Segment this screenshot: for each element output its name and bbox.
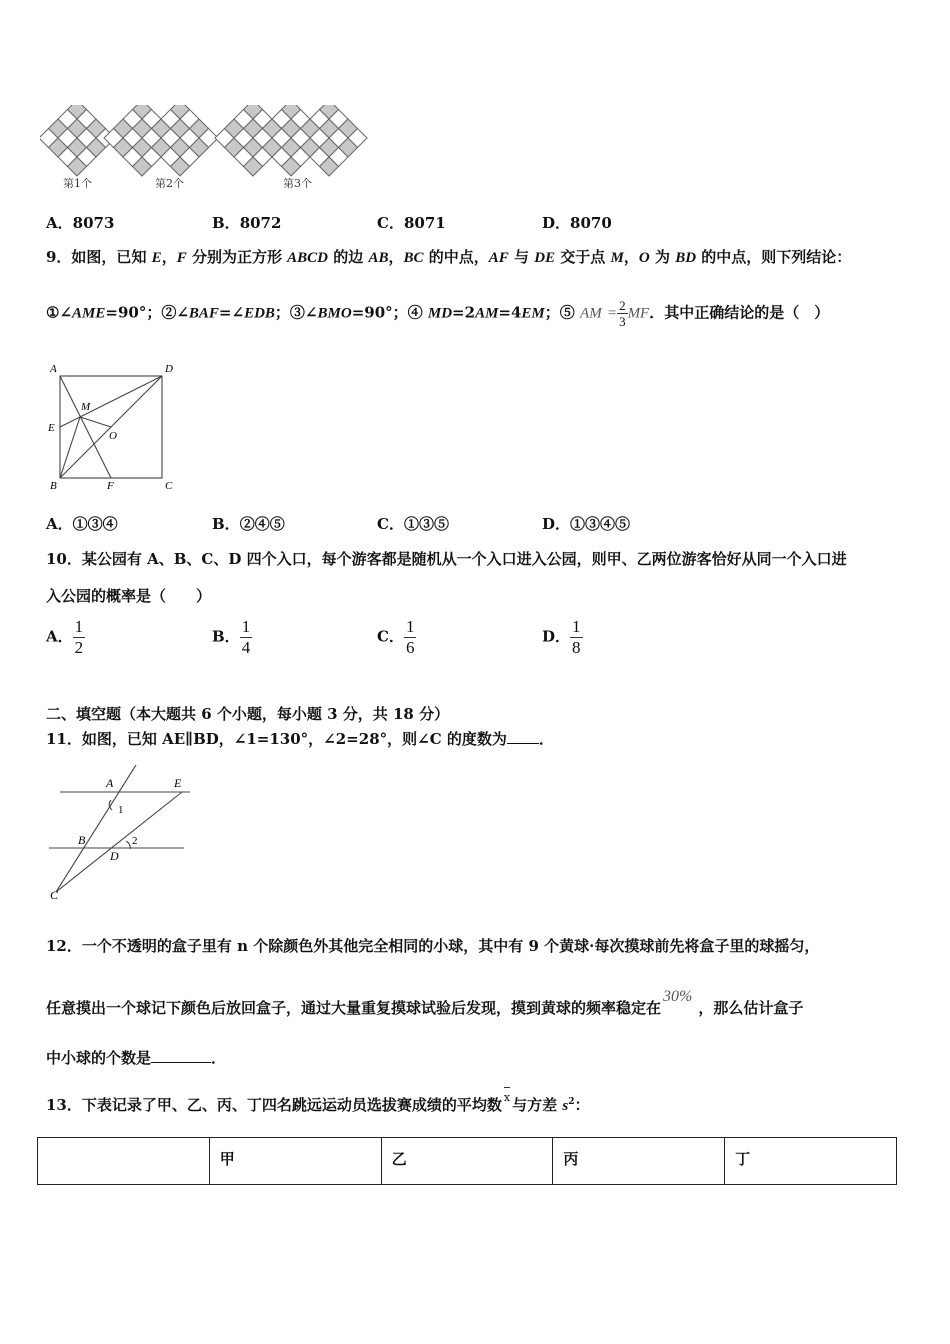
score-table <box>37 1137 897 1185</box>
q11-label-angle-1: 1 <box>118 804 124 816</box>
q9-option-d[interactable]: D．①③④⑤ <box>542 515 631 533</box>
q11-stem: 11．如图，已知 AE∥BD，∠1=130°，∠2=28°，则∠C 的度数为 ． <box>46 730 554 748</box>
q13-stem: 13．下表记录了甲、乙、丙、丁四名跳远运动员选拔赛成绩的平均数 x 与方差 $s^2$： <box>46 1094 589 1115</box>
q9-label-a: A <box>50 363 57 375</box>
q10-option-d[interactable]: D． $\frac{1}{8}$ <box>542 617 581 657</box>
q9-label-m: M <box>81 401 91 413</box>
q11-label-angle-2: 2 <box>132 835 138 847</box>
pattern-caption-1: 第1个 <box>63 177 92 190</box>
q11-parallel-lines-figure <box>44 765 204 905</box>
q13-xbar: x <box>504 1087 510 1104</box>
q9-label-e: E <box>48 422 55 434</box>
q11-label-d: D <box>110 849 119 863</box>
q12-stem-line2: 任意摸出一个球记下颜色后放回盒子，通过大量重复摸球试验后发现，摸到黄球的频率稳定在30%，那么估计盒子 <box>46 988 804 1017</box>
q10-option-b[interactable]: B． $\frac{1}{4}$ <box>212 617 251 657</box>
q10-option-c[interactable]: C． $\frac{1}{6}$ <box>377 617 415 657</box>
pattern-caption-3: 第3个 <box>283 177 312 190</box>
q11-label-a: A <box>106 776 114 790</box>
q9-square-figure <box>44 360 184 495</box>
q12-stem-line3: 中小球的个数是 ． <box>46 1049 227 1067</box>
q8-option-a[interactable]: A．8073 <box>46 214 115 232</box>
q11-label-e: E <box>174 776 182 790</box>
q12-percent: 30% <box>663 988 693 1005</box>
q9-option-b[interactable]: B．②④⑤ <box>212 515 285 533</box>
q10-stem-line2: 入公园的概率是（ ） <box>46 587 212 605</box>
table-header-bing: 丙 <box>553 1138 725 1185</box>
q9-fraction-two-thirds: $\frac{2}{3}$ <box>619 298 626 329</box>
q9-option-c[interactable]: C．①③⑤ <box>377 515 449 533</box>
table-cell-blank <box>38 1138 210 1185</box>
q9-stem: 9．如图，已知 E，F 分别为正方形 ABCD 的边 AB，BC 的中点，AF 与 DE 交于点 M，O 为 BD 的中点，则下列结论： <box>46 248 852 266</box>
q8-option-c[interactable]: C．8071 <box>377 214 446 232</box>
section-2-title: 二、填空题（本大题共 6 个小题，每小题 3 分，共 18 分） <box>46 705 450 723</box>
q9-conclusions: ①∠AME=90°；②∠BAF=∠EDB；③∠BMO=90°；④ MD=2AM=4EM；⑤ AM = $\frac{2}{3}$ MF．其中正确结论的是（ ） <box>46 298 830 329</box>
q10-option-a[interactable]: A． $\frac{1}{2}$ <box>46 617 84 657</box>
q9-label-d: D <box>165 363 173 375</box>
q8-option-b[interactable]: B．8072 <box>212 214 282 232</box>
q9-label-b: B <box>50 480 57 492</box>
q12-answer-blank[interactable] <box>151 1050 211 1063</box>
q12-stem-line1: 12．一个不透明的盒子里有 n 个除颜色外其他完全相同的小球，其中有 9 个黄球·每次摸球前先将盒子里的球摇匀， <box>46 937 820 955</box>
table-row <box>38 1138 897 1185</box>
q9-label-c: C <box>165 480 173 492</box>
table-header-yi: 乙 <box>381 1138 553 1185</box>
q9-label-f: F <box>107 480 114 492</box>
q11-answer-blank[interactable] <box>507 731 539 744</box>
q10-stem-line1: 10．某公园有 A、B、C、D 四个入口，每个游客都是随机从一个入口进入公园，则甲、乙两位游客恰好从同一个入口进 <box>46 550 847 568</box>
pattern-caption-2: 第2个 <box>155 177 184 190</box>
q9-option-a[interactable]: A．①③④ <box>46 515 118 533</box>
q8-option-d[interactable]: D．8070 <box>542 214 612 232</box>
q11-label-b: B <box>78 833 86 847</box>
table-header-ding: 丁 <box>725 1138 897 1185</box>
q11-label-c: C <box>50 888 59 902</box>
table-header-jia: 甲 <box>209 1138 381 1185</box>
q9-label-o: O <box>109 430 117 442</box>
